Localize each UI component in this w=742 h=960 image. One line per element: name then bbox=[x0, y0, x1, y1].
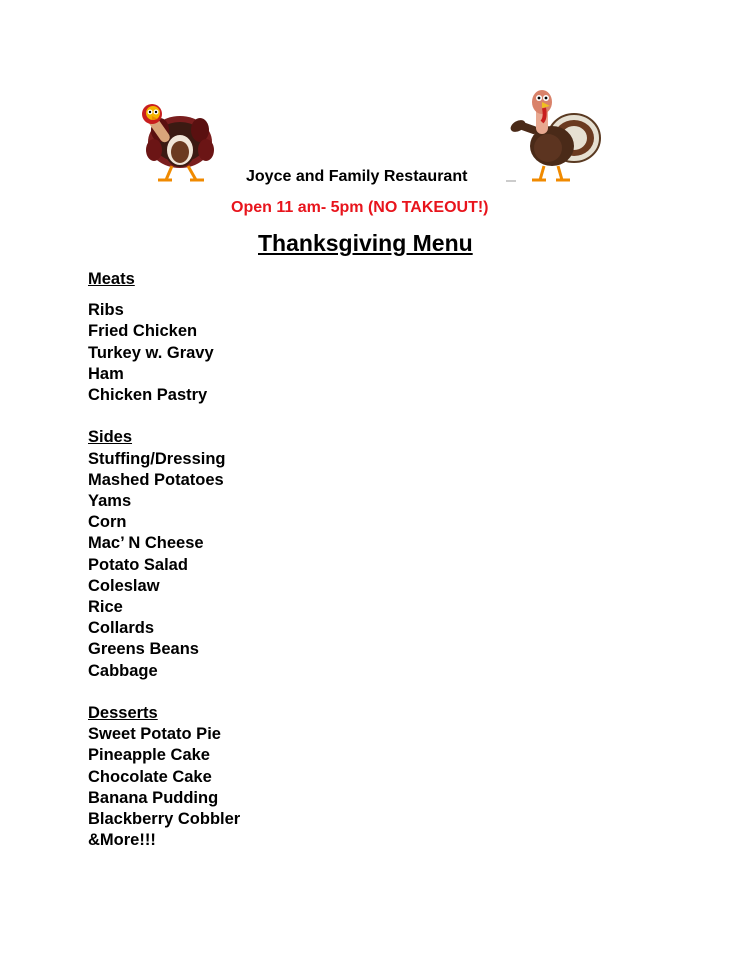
section-sides bbox=[88, 427, 240, 681]
menu-item: Coleslaw bbox=[88, 576, 160, 595]
menu-item: Potato Salad bbox=[88, 555, 188, 574]
menu-item: Chocolate Cake bbox=[88, 767, 212, 786]
menu-item: Pineapple Cake bbox=[88, 746, 210, 765]
menu-item: Blackberry Cobbler bbox=[88, 810, 241, 829]
menu-item: &More!!! bbox=[88, 831, 156, 850]
menu-item: Ribs bbox=[88, 301, 124, 320]
opening-hours: Open 11 am- 5pm (NO TAKEOUT!) bbox=[231, 199, 489, 216]
menu-title: Thanksgiving Menu bbox=[258, 230, 473, 256]
menu-item: Stuffing/Dressing bbox=[88, 449, 226, 468]
section-meats bbox=[88, 269, 240, 406]
section-desserts bbox=[88, 703, 240, 851]
menu-item: Yams bbox=[88, 492, 132, 511]
menu-item: Sweet Potato Pie bbox=[88, 725, 221, 744]
section-heading: Meats bbox=[88, 270, 135, 288]
menu-item: Cabbage bbox=[88, 661, 158, 680]
menu-item: Fried Chicken bbox=[88, 322, 198, 341]
menu-item: Mashed Potatoes bbox=[88, 470, 224, 489]
menu-item: Banana Pudding bbox=[88, 788, 219, 807]
section-heading: Sides bbox=[88, 428, 133, 447]
restaurant-name: Joyce and Family Restaurant bbox=[246, 168, 468, 185]
menu-item: Ham bbox=[88, 364, 124, 383]
section-heading: Desserts bbox=[88, 704, 158, 723]
menu-item: Collards bbox=[88, 619, 155, 638]
menu-item: Mac’ N Cheese bbox=[88, 534, 204, 553]
menu-item: Greens Beans bbox=[88, 640, 199, 659]
cartoon-turkey-waving-icon bbox=[500, 86, 604, 186]
menu-item: Turkey w. Gravy bbox=[88, 343, 214, 362]
cartoon-turkey-icon bbox=[140, 100, 220, 186]
decorative-dash bbox=[506, 180, 516, 182]
menu-item: Rice bbox=[88, 598, 123, 617]
menu-item: Chicken Pastry bbox=[88, 386, 208, 405]
menu-item: Corn bbox=[88, 513, 127, 532]
menu-body bbox=[88, 269, 240, 873]
